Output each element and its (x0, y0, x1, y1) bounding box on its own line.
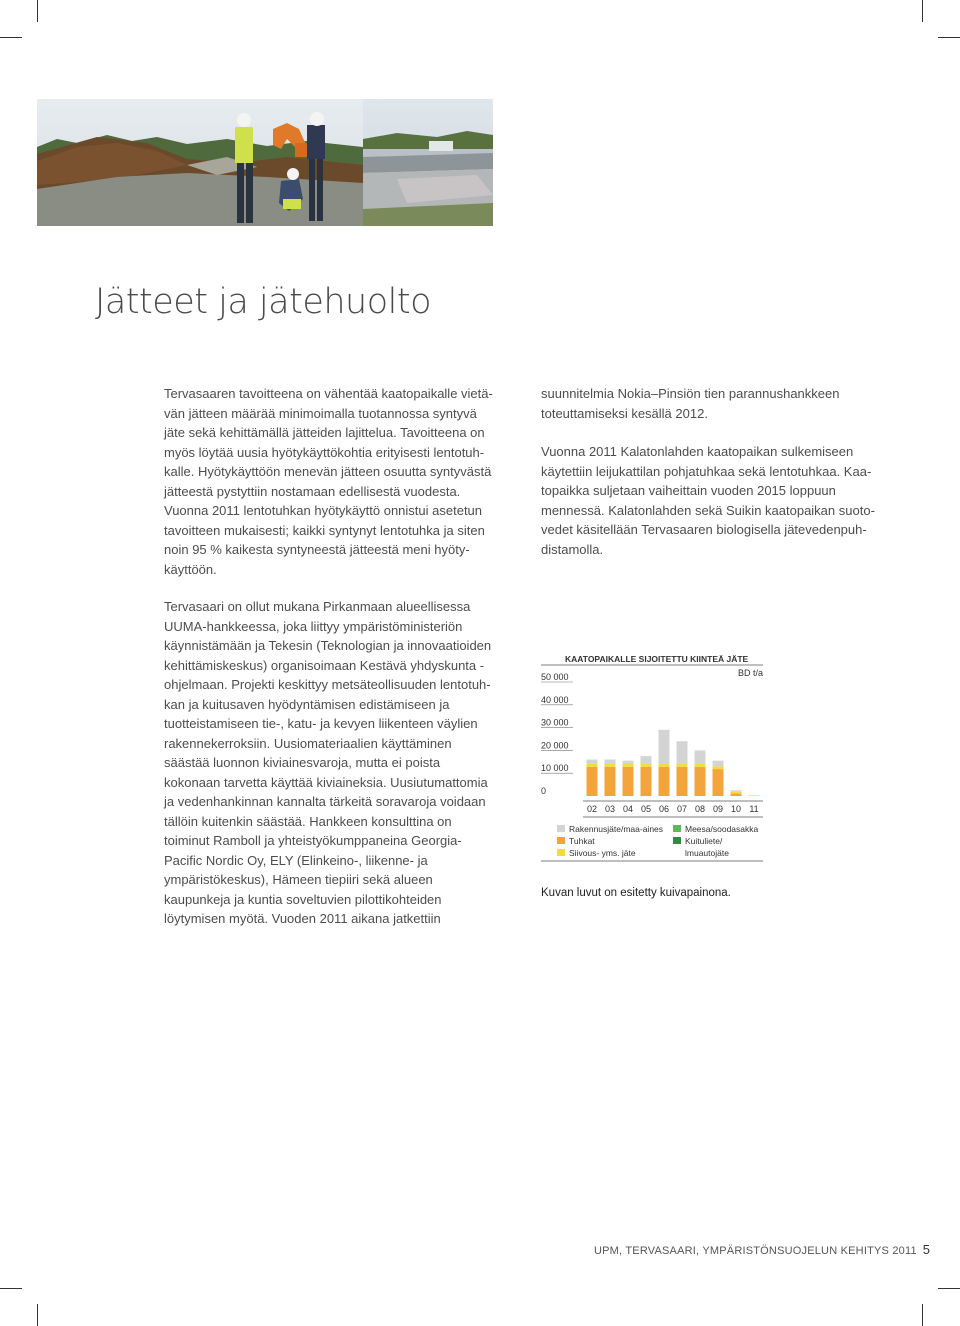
body-column-right (541, 384, 876, 559)
legend-label: Siivous- yms. jäte (569, 848, 636, 858)
x-tick-label: 06 (658, 804, 670, 814)
bar-segment (695, 767, 706, 796)
bar-segment (641, 767, 652, 796)
bar-segment (677, 764, 688, 767)
x-tick-label: 04 (622, 804, 634, 814)
legend-swatch (557, 837, 565, 844)
legend-swatch (673, 837, 681, 844)
bar-segment (587, 764, 598, 767)
x-tick-label: 07 (676, 804, 688, 814)
y-tick-label: 50 000 (541, 672, 569, 682)
paragraph-text: suunnitelmia Nokia–Pinsiön tien parannushankkeen toteuttamiseksi kesällä 2012. (541, 386, 840, 421)
paragraph-text: Vuonna 2011 Kalatonlahden kaatopaikan sulkemiseen käytettiin leijukattilan pohjatuhkaa sekä lentotuhkaa. Kaatopaikka suljetaan vaiheittain vuoden 2015 loppuun mennessä. Kalatonlahden sekä Suikin kaatopaikan suotovedet käsitellään Tervasaaren biologisella jätevedenpuhdistamolla. (541, 444, 875, 557)
bar-segment (677, 741, 688, 764)
crop-mark (938, 37, 960, 38)
photo-left (37, 99, 363, 226)
chart-title: KAATOPAIKALLE SIJOITETTU KIINTEÄ JÄTE (565, 654, 749, 664)
bar-segment (641, 756, 652, 764)
bar-segment (659, 764, 670, 767)
bar-segment (605, 764, 616, 767)
bar-segment (695, 750, 706, 764)
bar-segment (587, 760, 598, 765)
bar-segment (659, 767, 670, 796)
crop-mark (922, 0, 923, 22)
bar-segment (605, 760, 616, 765)
page-footer (594, 1242, 930, 1257)
bar-segment (713, 769, 724, 796)
bar-segment (749, 795, 760, 796)
bar-segment (731, 790, 742, 791)
x-tick-label: 05 (640, 804, 652, 814)
footer-text: UPM, TERVASAARI, YMPÄRISTÖNSUOJELUN KEHITYS 2011 (594, 1245, 917, 1257)
chart-svg (541, 652, 766, 866)
chart-caption: Kuvan luvut on esitetty kuivapainona. (541, 887, 731, 899)
legend-swatch (557, 849, 565, 856)
bar-segment (605, 767, 616, 796)
waste-chart (541, 652, 766, 866)
bar-segment (623, 761, 634, 764)
photo-right (363, 99, 493, 226)
bar-segment (731, 791, 742, 793)
bar-segment (659, 730, 670, 764)
y-tick-label: 0 (541, 786, 547, 796)
legend-label: Tuhkat (569, 836, 595, 846)
x-tick-label: 02 (586, 804, 598, 814)
y-tick-label: 20 000 (541, 740, 569, 751)
body-paragraph (164, 597, 494, 929)
legend-swatch (557, 825, 565, 832)
crop-mark (37, 0, 38, 22)
page-title: Jätteet ja jätehuolto (95, 282, 431, 322)
legend-label: lmuautojäte (685, 848, 729, 858)
page-number: 5 (922, 1242, 931, 1257)
x-tick-label: 11 (749, 804, 759, 814)
bar-segment (713, 766, 724, 769)
crop-mark (922, 1304, 923, 1326)
bar-segment (677, 767, 688, 796)
paragraph-text: Tervasaaren tavoitteena on vähentää kaatopaikalle vietävän jätteen määrää minimoimalla tuotannossa syntyvä jäte sekä kehittämällä jätteiden lajittelua. Tavoitteena on myös löytää uusia hyötykäyttökohtia erityisesti lentotuhkalle. Hyötykäyttöön menevän jätteen osuutta syntyvästä jätteestä pystyttiin nostamaan edellisestä vuodesta. Vuonna 2011 lentotuhkan hyötykäyttö onnistui asetetun tavoitteen mukaisesti; kaikki syntynyt lentotuhka ja siten noin 95 % kaikesta syntyneestä jätteestä meni hyötykäyttöön. (164, 386, 493, 577)
x-tick-label: 10 (730, 804, 742, 814)
y-tick-label: 30 000 (541, 717, 569, 728)
bar-segment (713, 761, 724, 767)
crop-mark (0, 1288, 22, 1289)
x-tick-label: 08 (694, 804, 706, 814)
paragraph-text: Tervasaari on ollut mukana Pirkanmaan alueellisessa UUMA-hankkeessa, joka liittyy ympäristöministeriön käynnistämään ja Tekesin (Teknologian ja innovaatioiden kehittämiskeskus) organisoimaan Kestävä yhdyskunta -ohjelmaan. Projekti keskittyy metsäteollisuuden lentotuhkan ja kuitusaven hyödyntämisen edistämiseen ja tuotteistamiseen tie-, katu- ja kevyen liikenteen väylien rakennekerroksiin. Uusiomateriaalien käyttäminen säästää luonnon kiviainesvaroja, mutta ei poista kokonaan tarvetta käyttää kiviaineksia. Uusiutumattomia ja vedenhankinnan kannalta tärkeitä soravaroja voidaan tällöin kuitenkin säästää. Hankkeen konsulttina on toiminut Ramboll ja yhteistyökumppaneina Georgia-Pacific Nordic Oy, ELY (Elinkeino-, liikenne- ja ympäristökeskus), Hämeen tiepiiri sekä alueen kaupunkeja ja kuntia soveltuvien pilottikohteiden löytymisen myötä. Vuoden 2011 aikana jatkettiin (164, 599, 492, 926)
crop-mark (37, 1304, 38, 1326)
y-tick-label: 10 000 (541, 763, 569, 774)
y-tick-label: 40 000 (541, 694, 569, 705)
legend-label: Kuituliete/ (685, 836, 723, 846)
crop-mark (0, 37, 22, 38)
legend-swatch (673, 825, 681, 832)
unit-label: BD t/a (737, 668, 763, 678)
bar-segment (731, 793, 742, 796)
bar-segment (623, 764, 634, 767)
bar-segment (587, 767, 598, 796)
body-paragraph (164, 384, 494, 579)
legend-label: Meesa/soodasakka (685, 824, 759, 834)
bar-segment (623, 767, 634, 796)
header-photo (37, 99, 493, 226)
crop-mark (938, 1288, 960, 1289)
legend-label: Rakennusjäte/maa-aines (569, 824, 664, 834)
bar-segment (695, 764, 706, 767)
x-tick-label: 03 (604, 804, 616, 814)
bar-segment (641, 764, 652, 767)
x-tick-label: 09 (712, 804, 724, 814)
